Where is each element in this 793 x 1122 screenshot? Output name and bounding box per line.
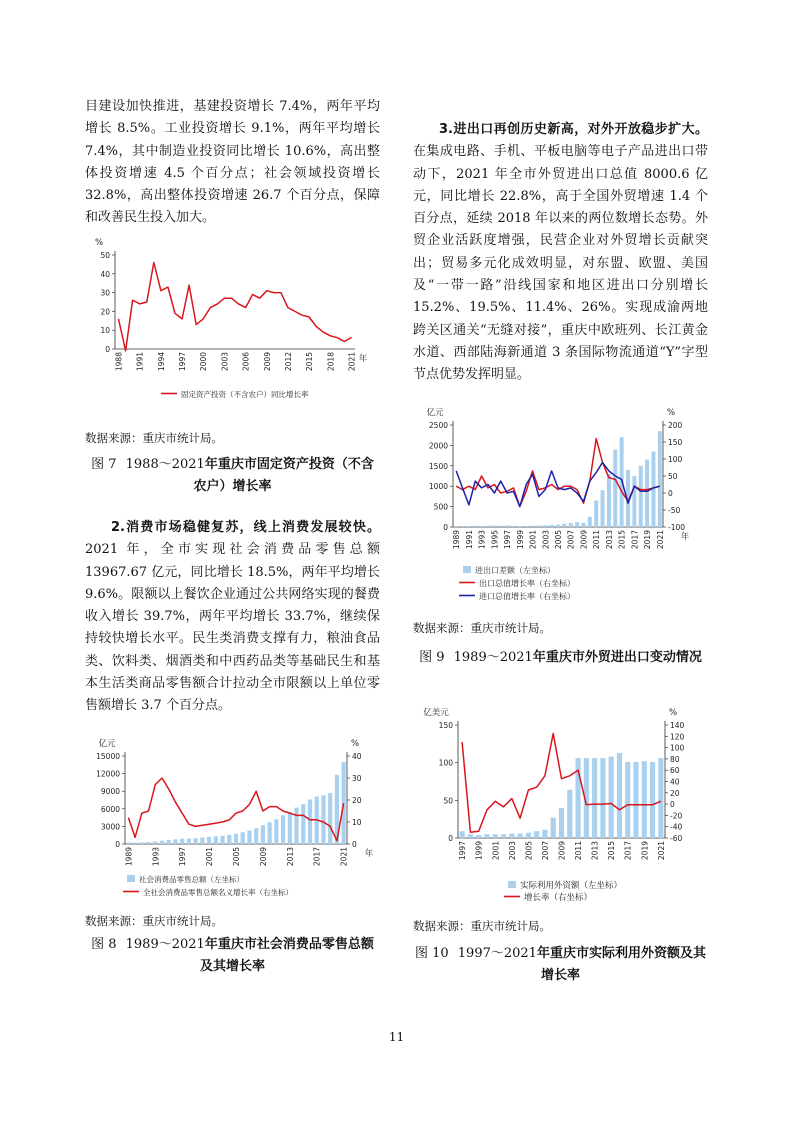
fig9-bar: [461, 526, 465, 527]
fig8-bar: [140, 842, 144, 844]
fig10-y-tick-right-label: -40: [670, 822, 683, 832]
fig9-x-tick-label: 2001: [528, 530, 538, 550]
fig9-bar: [645, 460, 649, 527]
fig9-bar: [543, 525, 547, 527]
fig8-bar: [234, 834, 238, 844]
fig10-bar: [658, 758, 663, 838]
fig8-bar: [187, 838, 191, 844]
fig10-y-tick-right-label: -20: [670, 811, 683, 821]
fig9-bar: [632, 476, 636, 527]
fig10-x-tick-label: 2003: [507, 841, 517, 861]
fig7-series-line-0: [119, 263, 352, 351]
fig7-y-tick-label: 20: [100, 307, 110, 317]
fig8-x-tick-label: 1993: [151, 847, 161, 867]
fig7-y-unit-label: %: [94, 238, 104, 248]
fig9-bar: [607, 474, 611, 527]
fig8-bar: [160, 841, 164, 844]
fig8-bar: [321, 795, 325, 844]
fig8-bar: [146, 842, 150, 844]
fig8-x-tick-label: 2021: [339, 847, 349, 867]
fig8-x-tick-label: 1997: [178, 847, 188, 867]
fig7-x-tick-label: 2006: [241, 352, 251, 372]
fig9-legend-swatch: [463, 566, 471, 573]
fig10-y-tick-right-label: 0: [670, 800, 675, 810]
fig10-bar: [567, 790, 572, 838]
fig8-bar: [214, 836, 218, 844]
fig10-x-tick-label: 1997: [458, 841, 468, 861]
fig9-y-tick-right-label: 200: [668, 421, 683, 430]
fig10-legend-label: 实际利用外资额（左坐标）: [520, 881, 623, 891]
fig10-y-tick-label: 0: [448, 834, 453, 843]
fig9-y-tick-label: 1500: [428, 461, 448, 471]
fig9-bar: [537, 526, 541, 527]
fig8-x-tick-label: 2017: [312, 847, 322, 867]
fig8-bar-line-chart: [85, 730, 380, 905]
fig10-x-tick-label: 2005: [524, 841, 534, 861]
fig10-bar: [493, 834, 498, 838]
fig9-y-tick-right-label: 150: [668, 438, 683, 447]
fig9-x-tick-label: 2005: [554, 530, 563, 550]
fig7-x-tick-label: 2012: [283, 352, 293, 372]
fig9-caption: [413, 647, 708, 669]
fig8-y-tick-label: 9000: [100, 787, 120, 797]
fig9-bar: [524, 526, 528, 527]
fig8-x-tick-label: 1989: [124, 847, 134, 867]
fig10-x-tick-label: 2001: [491, 841, 501, 861]
fig10-x-tick-label: 2007: [540, 841, 550, 861]
fig8-bar: [301, 804, 305, 844]
fig8-bar: [167, 840, 171, 844]
fig9-bar: [575, 522, 579, 527]
fig10-y-tick-right-label: 60: [670, 766, 680, 776]
fig10-y-right-unit-label: %: [668, 708, 678, 718]
fig9-y-tick-right-label: 50: [668, 472, 678, 481]
fig8-legend-label: 社会消费品零售总额（左坐标）: [139, 875, 244, 884]
fig10-bar: [509, 833, 514, 838]
fig10-caption-years: 1997～2021: [457, 946, 537, 961]
fig7-legend-label: 固定资产投资（不含农户）同比增长率: [181, 390, 309, 399]
fig8-y-tick-right-label: 0: [352, 840, 357, 849]
fig9-bar: [531, 526, 535, 527]
fig9-y-tick-label: 0: [443, 523, 448, 532]
fig10-bar: [468, 834, 473, 838]
fig8-bar: [180, 839, 184, 844]
fig7-line-chart: [85, 235, 380, 415]
fig10-y-tick-right-label: 140: [670, 721, 685, 730]
fig9-y-tick-label: 2500: [428, 421, 448, 430]
fig9-legend-label: 进口总值增长率（右坐标）: [479, 592, 575, 601]
fig10-x-tick-label: 2011: [574, 841, 584, 861]
section2-body: 2021 年，全市实现社会消费品零售总额 13967.67 亿元，同比增长 18.5%，两年平均增长 9.6%。限额以上餐饮企业通过公共网络实现的餐费收入增长 39.7%，两年平均增长 33.7%，继续保持较快增长水平。民生类消费支撑有力，粮油食品类、饮料类、烟酒类和中西药品类等基础民生和基本生活类商品零售额合计拉动全市限额以上单位零售额增长 3.7 个百分点。: [85, 542, 380, 714]
fig7-caption-years: 1988～2021: [125, 457, 205, 472]
fig10-bar-line-chart: [413, 700, 708, 908]
fig9-caption-number: 图 9: [419, 650, 445, 665]
fig7-x-tick-label: 1991: [135, 352, 145, 372]
fig8-bar: [281, 815, 285, 844]
fig9-x-tick-label: 2009: [579, 530, 589, 550]
fig8-bar: [241, 832, 245, 844]
fig10-bar: [542, 830, 547, 838]
fig9-bar: [569, 523, 573, 527]
fig10-legend-label: 增长率（右坐标）: [524, 893, 593, 903]
fig8-bar: [308, 799, 312, 844]
fig7-y-tick-label: 0: [105, 345, 110, 354]
fig10-source-note: 数据来源：重庆市统计局。: [413, 919, 551, 933]
fig9-x-tick-label: 2019: [643, 530, 653, 550]
section3-heading: 3.进出口再创历史新高，对外开放稳步扩大。: [439, 122, 708, 137]
fig10-x-tick-label: 2009: [557, 841, 567, 861]
section3-lead-space: [413, 122, 439, 137]
fig9-bar: [473, 526, 477, 527]
fig9-x-tick-label: 2015: [617, 530, 627, 550]
fig9-x-tick-label: 2003: [541, 530, 551, 550]
fig8-y-tick-label: 12000: [96, 769, 120, 779]
fig8-y-tick-right-label: 20: [352, 796, 362, 805]
fig10-y-tick-right-label: 20: [670, 788, 680, 798]
fig9-x-tick-label: 2011: [592, 530, 602, 550]
fig8-y-tick-label: 0: [115, 840, 120, 849]
fig9-bar: [613, 449, 617, 527]
fig7-x-tick-label: 2003: [220, 352, 230, 372]
fig7-y-tick-label: 30: [100, 288, 110, 298]
fig9-bar: [658, 431, 662, 527]
fig9-bar: [480, 526, 484, 527]
fig9-y-tick-right-label: 0: [668, 489, 673, 498]
fig9-bar: [550, 525, 554, 527]
fig10-bar: [518, 833, 523, 838]
fig7-y-tick-label: 40: [100, 269, 110, 279]
fig10-bar: [617, 753, 622, 838]
fig8-bar: [288, 812, 292, 844]
fig8-y-tick-label: 3000: [100, 822, 120, 832]
fig7-caption-number: 图 7: [91, 457, 117, 472]
fig10-bar: [592, 758, 597, 838]
fig10-y-tick-right-label: -60: [670, 834, 683, 843]
fig10-x-tick-label: 2017: [623, 841, 633, 861]
fig8-bar: [220, 836, 224, 844]
fig9-bar: [556, 525, 560, 527]
fig9-bar: [562, 524, 566, 527]
fig10-bar: [559, 808, 564, 838]
fig8-bar: [247, 831, 251, 844]
fig9-y-tick-label: 1000: [428, 482, 448, 492]
fig10-bar: [460, 831, 465, 838]
fig9-y-tick-label: 500: [433, 502, 448, 512]
fig10-y-unit-label: 亿美元: [423, 708, 449, 718]
fig10-x-tick-label: 2013: [590, 841, 600, 861]
fig10-y-tick-label: 150: [438, 721, 453, 730]
fig9-x-tick-label: 2017: [630, 530, 640, 550]
fig8-caption-number: 图 8: [91, 937, 117, 952]
fig9-x-unit-label: 年: [680, 532, 690, 542]
fig10-x-tick-label: 1999: [474, 841, 484, 861]
fig9-bar: [601, 490, 605, 527]
fig7-y-tick-label: 10: [100, 326, 110, 336]
fig10-y-tick-right-label: 120: [670, 732, 685, 742]
fig9-y-unit-label: 亿元: [426, 408, 444, 418]
fig10-y-tick-label: 50: [443, 796, 453, 806]
fig9-x-tick-label: 1997: [503, 530, 513, 550]
fig9-y-tick-right-label: -50: [668, 506, 681, 515]
fig10-y-tick-label: 100: [438, 758, 453, 768]
fig10-x-tick-label: 2021: [656, 841, 666, 861]
fig8-bar: [126, 843, 130, 844]
section3-paragraph: [413, 119, 708, 387]
fig8-bar: [254, 828, 258, 844]
fig10-bar: [642, 761, 647, 838]
fig8-bar: [207, 837, 211, 844]
fig8-bar: [294, 808, 298, 844]
fig9-bar: [581, 523, 585, 527]
fig7-x-tick-label: 2000: [199, 352, 209, 372]
fig7-x-tick-label: 2021: [347, 352, 357, 372]
fig9-bar-line-chart: [413, 400, 708, 608]
fig10-bar: [650, 762, 655, 838]
fig8-legend-swatch: [127, 875, 135, 882]
fig8-bar: [227, 835, 231, 844]
fig10-legend-swatch: [508, 881, 516, 888]
fig10-bar: [551, 818, 556, 838]
fig10-bar: [600, 758, 605, 838]
fig8-caption-text: 年重庆市社会消费品零售总额及其增长率: [199, 937, 374, 974]
fig9-y-tick-right-label: 100: [668, 455, 683, 464]
fig8-y-tick-label: 6000: [100, 804, 120, 814]
fig9-source-note: 数据来源：重庆市统计局。: [413, 621, 551, 635]
fig9-caption-text: 年重庆市外贸进出口变动情况: [532, 650, 702, 665]
fig10-bar: [476, 835, 481, 838]
fig8-bar: [261, 825, 265, 844]
fig10-caption: [413, 943, 708, 987]
fig8-bar: [268, 822, 272, 844]
fig10-x-tick-label: 2015: [607, 841, 617, 861]
fig7-x-unit-label: 年: [358, 354, 368, 364]
fig9-caption-years: 1989～2021: [453, 650, 533, 665]
fig7-x-tick-label: 2015: [305, 352, 315, 372]
fig7-x-tick-label: 1997: [178, 352, 188, 372]
fig9-x-tick-label: 2021: [655, 530, 665, 550]
fig7-x-tick-label: 1994: [156, 352, 166, 372]
fig9-y-right-unit-label: %: [666, 408, 676, 418]
fig8-bar: [342, 762, 346, 844]
fig9-bar: [492, 526, 496, 527]
fig10-y-tick-right-label: 80: [670, 754, 680, 764]
fig10-bar: [609, 757, 614, 838]
fig9-bar: [486, 526, 490, 527]
fig8-bar: [153, 842, 157, 844]
fig8-y-tick-label: 15000: [96, 752, 120, 761]
fig8-legend-label: 全社会消费品零售总额名义增长率（右坐标）: [143, 888, 293, 897]
paragraph-investment: 目建设加快推进，基建投资增长 7.4%，两年平均增长 8.5%。工业投资增长 9.1%，两年平均增长 7.4%，其中制造业投资同比增长 10.6%，高出整体投资增速 4.5 个百分点；社会领域投资增长 32.8%，高出整体投资增速 26.7 个百分点，保障和改善民生投入加大。: [85, 99, 380, 226]
fig7-source-note: 数据来源：重庆市统计局。: [85, 431, 223, 445]
fig10-y-tick-right-label: 100: [670, 743, 685, 753]
fig10-x-tick-label: 2019: [640, 841, 650, 861]
fig9-bar: [588, 517, 592, 527]
fig10-bar: [534, 831, 539, 838]
fig8-y-tick-right-label: 10: [352, 818, 362, 827]
fig8-y-tick-right-label: 40: [352, 752, 362, 761]
fig8-source-note: 数据来源：重庆市统计局。: [85, 914, 223, 928]
fig9-bar: [639, 466, 643, 527]
page-number: 11: [388, 1030, 405, 1044]
fig10-bar: [625, 762, 630, 838]
fig9-x-tick-label: 2013: [604, 530, 614, 550]
fig8-x-tick-label: 2005: [232, 847, 241, 867]
fig7-caption-text: 年重庆市固定资产投资（不含农户）增长率: [193, 457, 374, 494]
fig9-x-tick-label: 1993: [477, 530, 487, 550]
fig8-bar: [200, 838, 204, 844]
fig9-x-tick-label: 2007: [566, 530, 576, 550]
fig8-caption: [85, 934, 380, 978]
fig8-x-tick-label: 2013: [285, 847, 295, 867]
fig8-bar: [173, 839, 177, 844]
fig9-x-tick-label: 1989: [452, 530, 462, 550]
fig10-caption-number: 图 10: [415, 946, 449, 961]
fig9-bar: [511, 526, 515, 527]
section2-lead-space: [85, 520, 111, 535]
fig8-bar: [194, 838, 198, 844]
fig9-bar: [499, 526, 503, 527]
section2-paragraph: [85, 517, 380, 718]
fig8-caption-years: 1989～2021: [125, 937, 205, 952]
fig8-y-right-unit-label: %: [350, 739, 360, 749]
fig9-bar: [518, 526, 522, 527]
fig10-caption-text: 年重庆市实际利用外资额及其增长率: [536, 946, 706, 983]
fig9-legend-label: 进出口差额（左坐标）: [475, 566, 555, 575]
fig7-x-tick-label: 2009: [262, 352, 272, 372]
fig9-bar: [467, 526, 471, 527]
fig8-y-unit-label: 亿元: [98, 739, 116, 749]
fig8-x-tick-label: 2001: [205, 847, 215, 867]
fig9-y-tick-right-label: -100: [668, 523, 686, 532]
fig8-x-tick-label: 2009: [258, 847, 268, 867]
fig10-y-tick-right-label: 40: [670, 777, 680, 787]
fig7-x-tick-label: 2018: [326, 352, 336, 372]
fig9-bar: [454, 526, 458, 527]
section2-heading: 2.消费市场稳健复苏，线上消费发展较快。: [111, 520, 380, 535]
fig9-legend-label: 出口总值增长率（右坐标）: [479, 579, 575, 588]
section3-body: 在集成电路、手机、平板电脑等电子产品进出口带动下，2021 年全市外贸进出口总值 8000.6 亿元，同比增长 22.8%，高于全国外贸增速 1.4 个百分点，延续 2018 年以来的两位数增长态势。外贸企业活跃度增强，民营企业对外贸增长贡献突出；贸易多元化成效明显，对东盟、欧盟、美国及“一带一路”沿线国家和地区进出口分别增长 15.2%、19.5%、11.4%、26%。实现成渝两地跨关区通关“无缝对接”，重庆中欧班列、长江黄金水道、西部陆海新通道 3 条国际物流通道“Y”字型节点优势发挥明显。: [413, 144, 708, 383]
fig9-x-tick-label: 1991: [464, 530, 474, 550]
fig8-bar: [133, 843, 137, 844]
fig10-bar: [484, 834, 489, 838]
fig10-bar: [633, 762, 638, 838]
fig8-bar: [328, 793, 332, 844]
fig7-x-tick-label: 1988: [114, 352, 124, 372]
fig9-bar: [505, 525, 509, 527]
fig7-y-tick-label: 50: [100, 251, 110, 260]
fig8-bar: [274, 819, 278, 844]
fig10-bar: [501, 834, 506, 838]
fig9-x-tick-label: 1999: [515, 530, 525, 550]
fig9-bar: [594, 500, 598, 527]
fig10-bar: [526, 833, 531, 838]
fig8-y-tick-right-label: 30: [352, 774, 362, 783]
fig7-caption: [85, 454, 380, 498]
fig8-x-unit-label: 年: [364, 849, 374, 859]
fig9-y-tick-label: 2000: [428, 441, 448, 451]
fig9-x-tick-label: 1995: [490, 530, 500, 550]
